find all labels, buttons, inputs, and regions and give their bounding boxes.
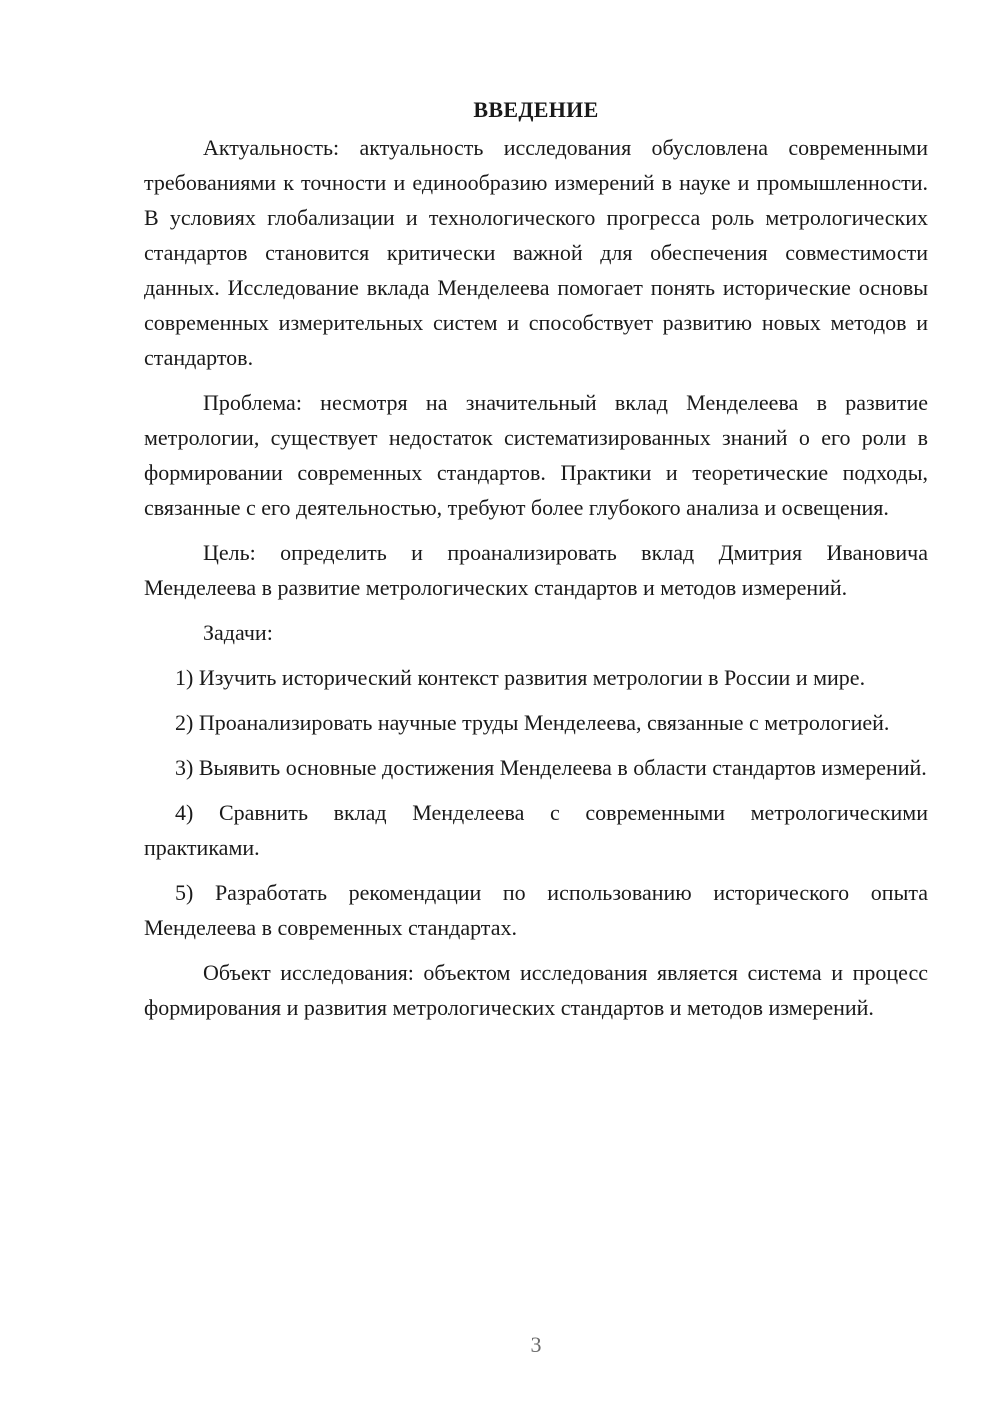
object-paragraph: Объект исследования: объектом исследования является система и процесс формирования и развития метрологических стандартов и методов измерений. bbox=[144, 960, 928, 1020]
problem-paragraph: Проблема: несмотря на значительный вклад Менделеева в развитие метрологии, существует недостаток систематизированных знаний о его роли в формировании современных стандартов. Практики и теоретические подходы, связанные с его деятельностью, требуют более глубокого анализа и освещения. bbox=[144, 390, 928, 520]
section-title: ВВЕДЕНИЕ bbox=[473, 97, 599, 122]
relevance-paragraph: Актуальность: актуальность исследования обусловлена современными требованиями к точности и единообразию измерений в науке и промышленности. В условиях глобализации и технологического прогресса роль метрологических стандартов становится критически важной для обеспечения совместимости данных. Исследование вклада Менделеева помогает понять исторические основы современных измерительных систем и способствует развитию новых методов и стандартов. bbox=[144, 135, 928, 370]
task-item-5: 5) Разработать рекомендации по использованию исторического опыта Менделеева в современных стандартах. bbox=[144, 880, 928, 940]
task-item-4: 4) Сравнить вклад Менделеева с современными метрологическими практиками. bbox=[144, 800, 928, 860]
tasks-heading: Задачи: bbox=[203, 620, 273, 645]
task-item-3: 3) Выявить основные достижения Менделеева в области стандартов измерений. bbox=[175, 755, 927, 780]
goal-paragraph: Цель: определить и проанализировать вклад Дмитрия Ивановича Менделеева в развитие метрологических стандартов и методов измерений. bbox=[144, 540, 928, 600]
task-item-2: 2) Проанализировать научные труды Менделеева, связанные с метрологией. bbox=[175, 710, 890, 735]
document-page bbox=[144, 92, 928, 1035]
page-number: 3 bbox=[530, 1332, 542, 1357]
task-item-1: 1) Изучить исторический контекст развития метрологии в России и мире. bbox=[175, 665, 866, 690]
tasks-list bbox=[144, 660, 928, 945]
